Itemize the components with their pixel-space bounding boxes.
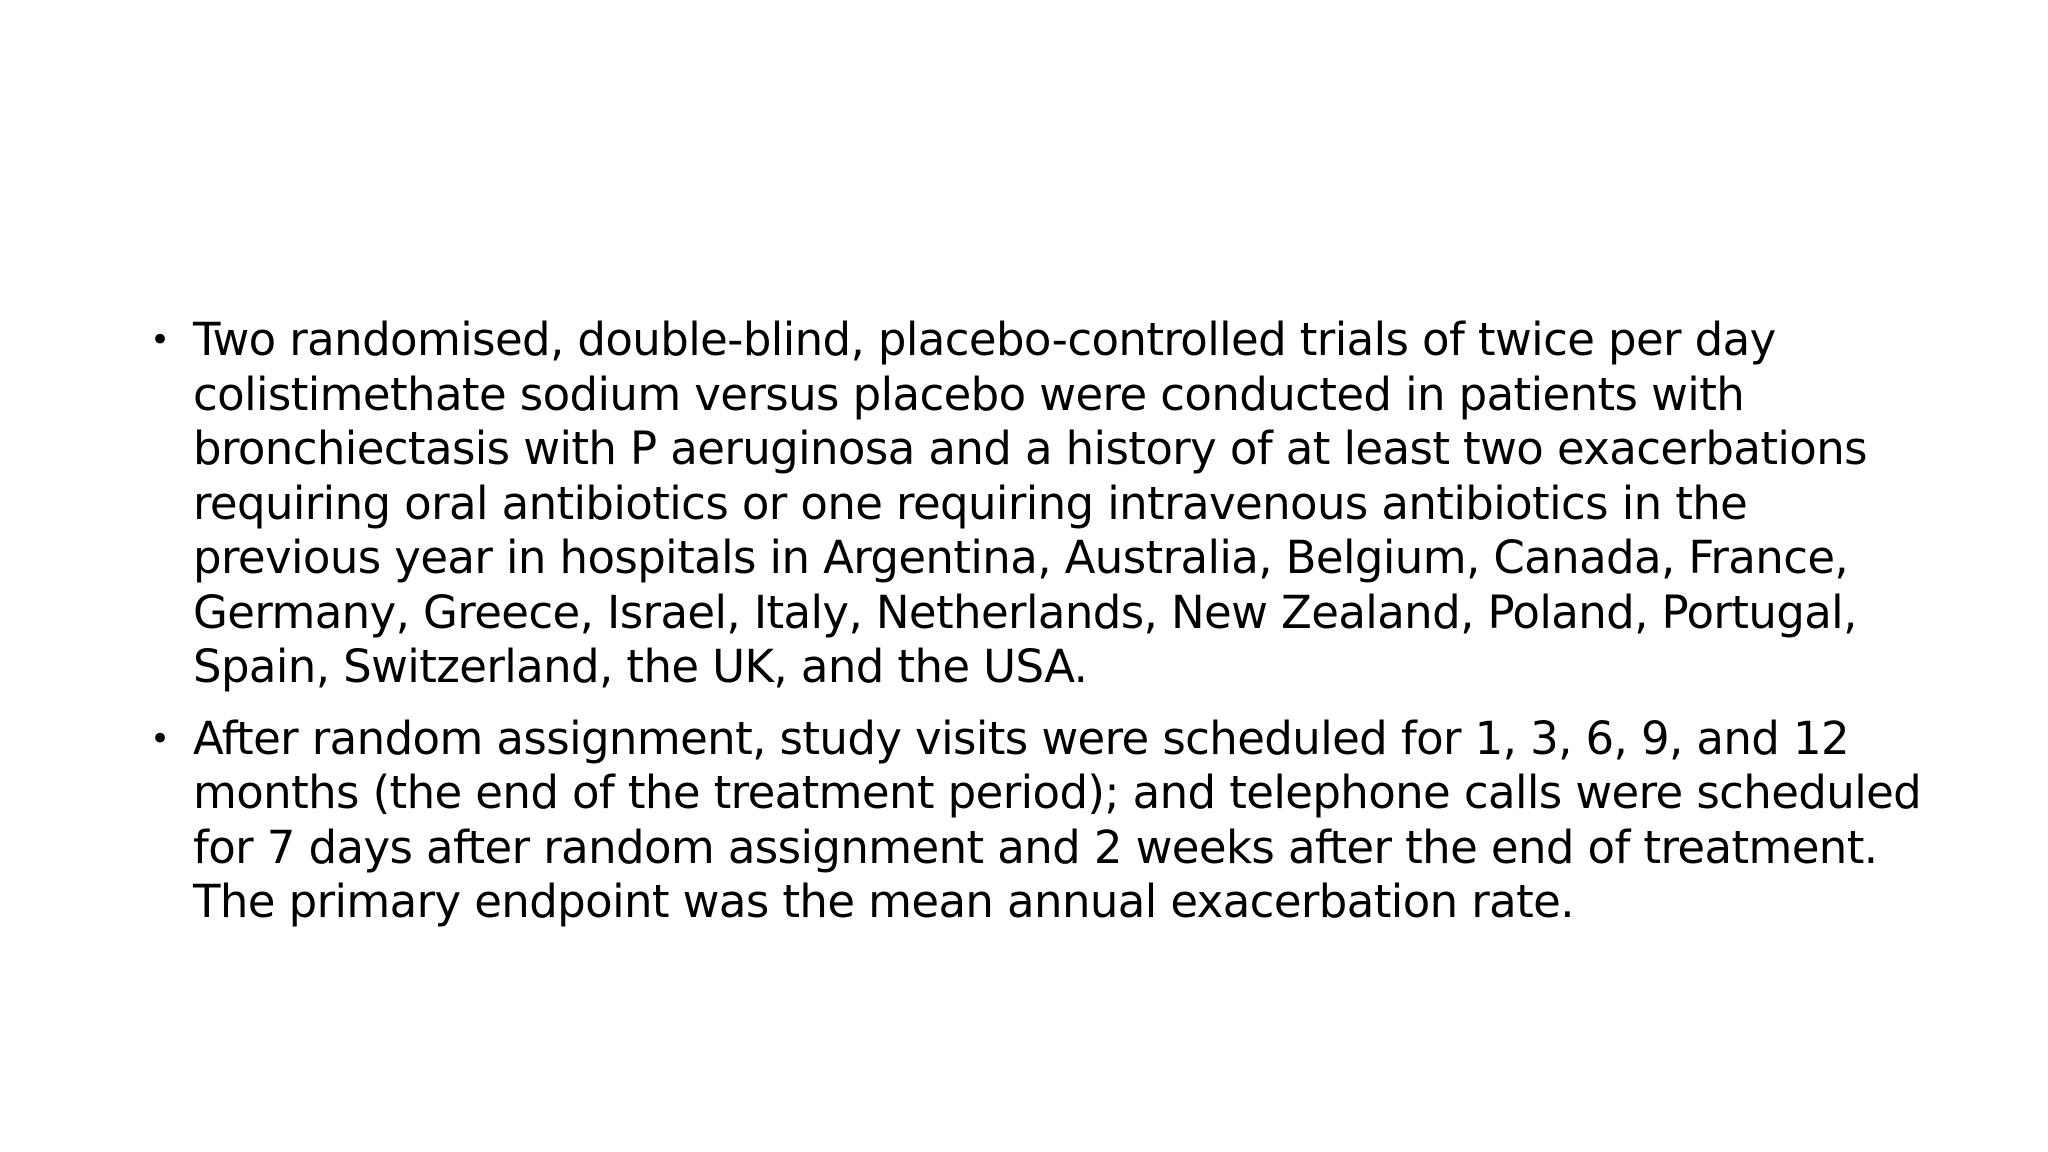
slide-body (148, 313, 1928, 947)
bullet-text: After random assignment, study visits were scheduled for 1, 3, 6, 9, and 12 months (the end of the treatment period); and telephone calls were scheduled for 7 days after random assignment and 2 weeks after the end of treatment. The primary endpoint was the mean annual exacerbation rate. (193, 711, 1922, 928)
bullet-dot-icon: • (150, 320, 170, 360)
bullet-list (148, 313, 1928, 930)
bullet-text: Two randomised, double-blind, placebo-controlled trials of twice per day colistimethate sodium versus placebo were conducted in patients with bronchiectasis with P aeruginosa and a history of at least two exacerbations requiring oral antibiotics or one requiring intravenous antibiotics in the previous year in hospitals in Argentina, Australia, Belgium, Canada, France, Germany, Greece, Israel, Italy, Netherlands, New Zealand, Poland, Portugal, Spain, Switzerland, the UK, and the USA. (193, 313, 1867, 693)
bullet-dot-icon: • (150, 718, 170, 759)
bullet-item-trials (148, 313, 1928, 695)
bullet-item-visits (148, 712, 1928, 930)
